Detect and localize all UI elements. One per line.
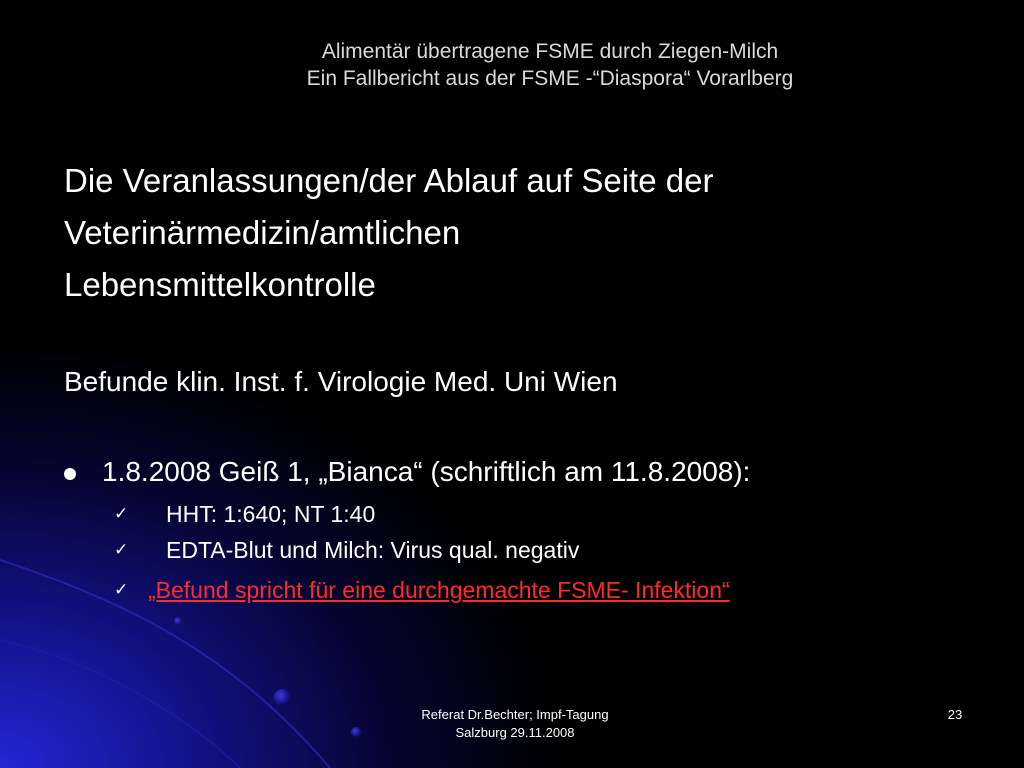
subheading: Befunde klin. Inst. f. Virologie Med. Uni Wien [64, 366, 618, 397]
slide-footer [380, 706, 650, 742]
decor-ball [274, 689, 290, 705]
header-line-2: Ein Fallbericht aus der FSME -“Diaspora“ Vorarlberg [306, 67, 794, 90]
header-line-1: Alimentär übertragene FSME durch Ziegen-Milch [321, 40, 779, 63]
footer-line-2: Salzburg 29.11.2008 [455, 725, 575, 740]
page-number: 23 [947, 707, 963, 722]
heading-line-1: Die Veranlassungen/der Ablauf auf Seite der [64, 162, 714, 199]
checkmark-icon: ✓ [114, 540, 129, 559]
bullet-text: 1.8.2008 Geiß 1, „Bianca“ (schriftlich am 11.8.2008): [102, 456, 751, 487]
checkmark-icon: ✓ [114, 580, 129, 599]
heading-line-3: Lebensmittelkontrolle [64, 266, 376, 303]
highlighted-conclusion-text: „Befund spricht für eine durchgemachte FSME- Infektion“ [148, 577, 730, 603]
slide-heading [64, 155, 964, 311]
checkmark-icon: ✓ [114, 504, 129, 523]
slide-header [230, 38, 870, 92]
sub-bullet-text: EDTA-Blut und Milch: Virus qual. negativ [166, 537, 580, 563]
bullet-dot-icon [64, 468, 76, 480]
footer-line-1: Referat Dr.Bechter; Impf-Tagung [421, 707, 609, 722]
decor-ball [351, 727, 361, 737]
sub-bullet-text: HHT: 1:640; NT 1:40 [166, 501, 376, 527]
decor-ball [174, 617, 182, 625]
heading-line-2: Veterinärmedizin/amtlichen [64, 214, 461, 251]
